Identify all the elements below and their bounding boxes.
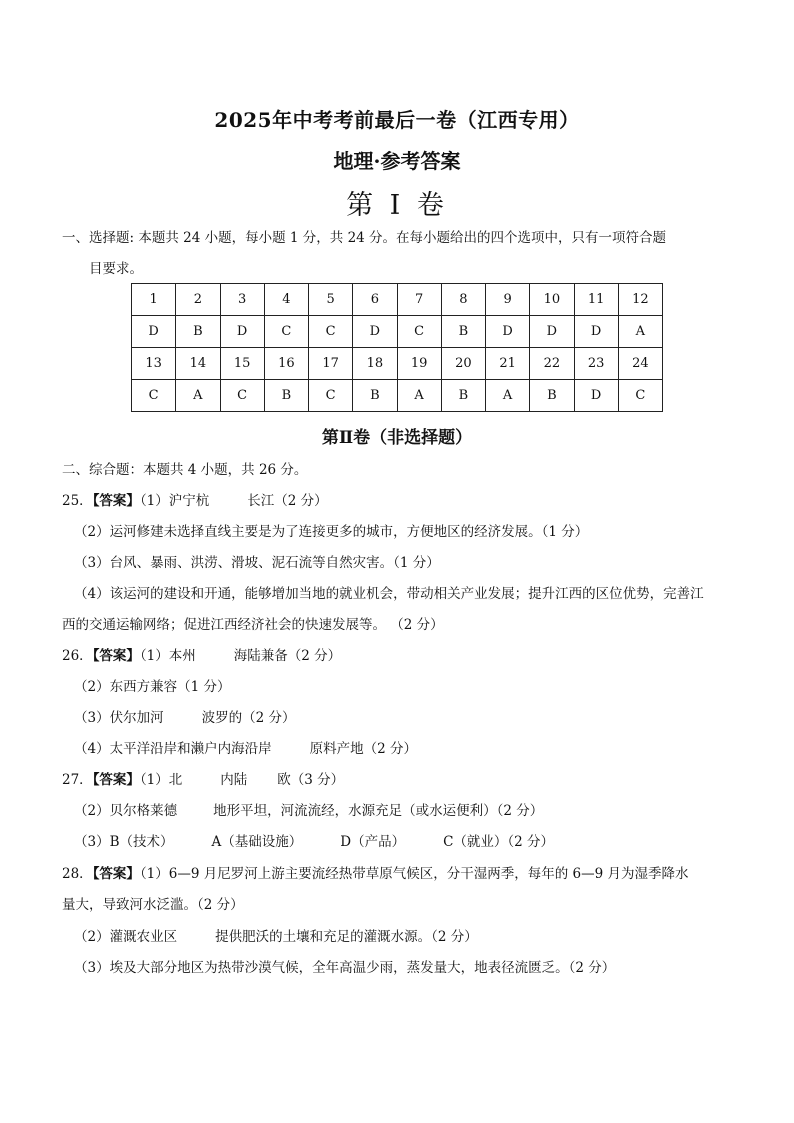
q27-answer-line (62, 771, 344, 789)
q28-a2: （2）灌溉农业区 (74, 929, 178, 945)
answer-cell: B (353, 380, 397, 412)
q26-a4: （4）太平洋沿岸和濑户内海沿岸 (74, 741, 272, 757)
answer-cell: C (618, 380, 662, 412)
q27-a2: （2）贝尔格莱德 (74, 803, 178, 819)
question-number-cell: 5 (309, 284, 353, 316)
q27-a2-line (74, 802, 543, 820)
q28-a2b: 提供肥沃的土壤和充足的灌溉水源。（2 分） (215, 929, 478, 945)
q25-a2: （2）运河修建未选择直线主要是为了连接更多的城市，方便地区的经济发展。（1 分） (74, 524, 589, 540)
q27-a3d: C（就业）（2 分） (443, 834, 555, 850)
answer-cell: D (486, 316, 530, 348)
question-number-cell: 15 (220, 348, 264, 380)
answer-cell: C (309, 380, 353, 412)
q27-answer-tag: 【答案】 (92, 772, 140, 788)
q28-answer-line (62, 865, 689, 883)
answer-cell: A (486, 380, 530, 412)
q26-answer-tag: 【答案】 (92, 648, 140, 664)
q26-a3: （3）伏尔加河 (74, 710, 164, 726)
question-number-cell: 3 (220, 284, 264, 316)
answer-cell: C (397, 316, 441, 348)
answer-cell: B (176, 316, 220, 348)
answer-cell: C (132, 380, 176, 412)
answer-cell: C (264, 316, 308, 348)
q25-number: 25． (62, 493, 93, 509)
question-number-cell: 12 (618, 284, 662, 316)
q27-a3b: A（基础设施） (211, 834, 303, 850)
answer-cell: A (176, 380, 220, 412)
q26-number: 26． (62, 648, 93, 664)
q27-a1c: 欧（3 分） (277, 772, 345, 788)
section-two-intro: 二、综合题：本题共 4 小题，共 26 分。 (62, 462, 308, 478)
question-number-cell: 7 (397, 284, 441, 316)
question-number-cell: 16 (264, 348, 308, 380)
q25-a3: （3）台风、暴雨、洪涝、滑坡、泥石流等自然灾害。（1 分） (74, 555, 440, 571)
answer-table-question-row (132, 348, 663, 380)
q27-a2b: 地形平坦，河流流经，水源充足（或水运便利）（2 分） (213, 803, 544, 819)
question-number-cell: 11 (574, 284, 618, 316)
page-subtitle: 地理·参考答案 (333, 149, 461, 173)
answer-cell: B (441, 316, 485, 348)
q25-a4: （4）该运河的建设和开通，能够增加当地的就业机会，带动相关产业发展；提升江西的区位优势，完善江 (74, 586, 704, 602)
question-number-cell: 10 (530, 284, 574, 316)
answer-table (131, 283, 663, 412)
answer-cell: D (132, 316, 176, 348)
question-number-cell: 4 (264, 284, 308, 316)
q28-a3: （3）埃及大部分地区为热带沙漠气候，全年高温少雨，蒸发量大，地表径流匮乏。（2 分） (74, 960, 616, 976)
q28-a1-cont: 量大，导致河水泛滥。（2 分） (62, 897, 244, 913)
q25-a4-cont: 西的交通运输网络；促进江西经济社会的快速发展等。 （2 分） (62, 617, 444, 633)
answer-cell: C (309, 316, 353, 348)
answer-table-answer-row (132, 380, 663, 412)
question-number-cell: 14 (176, 348, 220, 380)
volume-one-heading: 第 I 卷 (346, 190, 448, 221)
answer-cell: D (574, 380, 618, 412)
q26-a3-line (74, 709, 295, 727)
question-number-cell: 17 (309, 348, 353, 380)
q27-number: 27． (62, 772, 93, 788)
question-number-cell: 2 (176, 284, 220, 316)
q26-answer-line (62, 647, 341, 665)
volume-two-heading: 第Ⅱ卷（非选择题） (321, 428, 473, 448)
q25-a1: （1）沪宁杭 (139, 493, 210, 509)
answer-cell: A (397, 380, 441, 412)
section-one-intro: 一、选择题: 本题共 24 小题，每小题 1 分，共 24 分。在每小题给出的四个选项中，只有一项符合题 (62, 230, 667, 246)
q27-a3: （3）B（技术） (74, 834, 174, 850)
q26-a1b: 海陆兼备（2 分） (233, 648, 342, 664)
answer-cell: D (353, 316, 397, 348)
answer-cell: B (441, 380, 485, 412)
q28-answer-tag: 【答案】 (92, 866, 140, 882)
q27-a1b: 内陆 (220, 772, 248, 788)
q26-a3b: 波罗的（2 分） (201, 710, 296, 726)
answer-cell: D (574, 316, 618, 348)
question-number-cell: 8 (441, 284, 485, 316)
answer-cell: B (530, 380, 574, 412)
question-number-cell: 1 (132, 284, 176, 316)
question-number-cell: 21 (486, 348, 530, 380)
q28-a1: （1）6—9 月尼罗河上游主要流经热带草原气候区，分干湿两季，每年的 6—9 月为湿季降水 (139, 866, 689, 882)
question-number-cell: 18 (353, 348, 397, 380)
section-one-intro-cont: 目要求。 (89, 261, 143, 277)
q25-a1b: 长江（2 分） (247, 493, 328, 509)
answer-cell: D (220, 316, 264, 348)
answer-cell: D (530, 316, 574, 348)
question-number-cell: 23 (574, 348, 618, 380)
q28-number: 28． (62, 866, 93, 882)
answer-cell: A (618, 316, 662, 348)
question-number-cell: 22 (530, 348, 574, 380)
q28-a2-line (74, 928, 478, 946)
answer-cell: C (220, 380, 264, 412)
q25-answer-line (62, 492, 328, 510)
answer-table-answer-row (132, 316, 663, 348)
q27-a3-line (74, 833, 554, 851)
q26-a4-line (74, 740, 417, 758)
question-number-cell: 24 (618, 348, 662, 380)
question-number-cell: 9 (486, 284, 530, 316)
q26-a2: （2）东西方兼容（1 分） (74, 679, 231, 695)
page-title: 2025年中考考前最后一卷（江西专用） (214, 108, 580, 132)
question-number-cell: 6 (353, 284, 397, 316)
q25-answer-tag: 【答案】 (92, 493, 140, 509)
q26-a1: （1）本州 (139, 648, 196, 664)
answer-table-question-row (132, 284, 663, 316)
question-number-cell: 13 (132, 348, 176, 380)
q27-a1: （1）北 (139, 772, 183, 788)
answer-cell: B (264, 380, 308, 412)
question-number-cell: 19 (397, 348, 441, 380)
q27-a3c: D（产品） (340, 834, 406, 850)
question-number-cell: 20 (441, 348, 485, 380)
q26-a4b: 原料产地（2 分） (309, 741, 417, 757)
